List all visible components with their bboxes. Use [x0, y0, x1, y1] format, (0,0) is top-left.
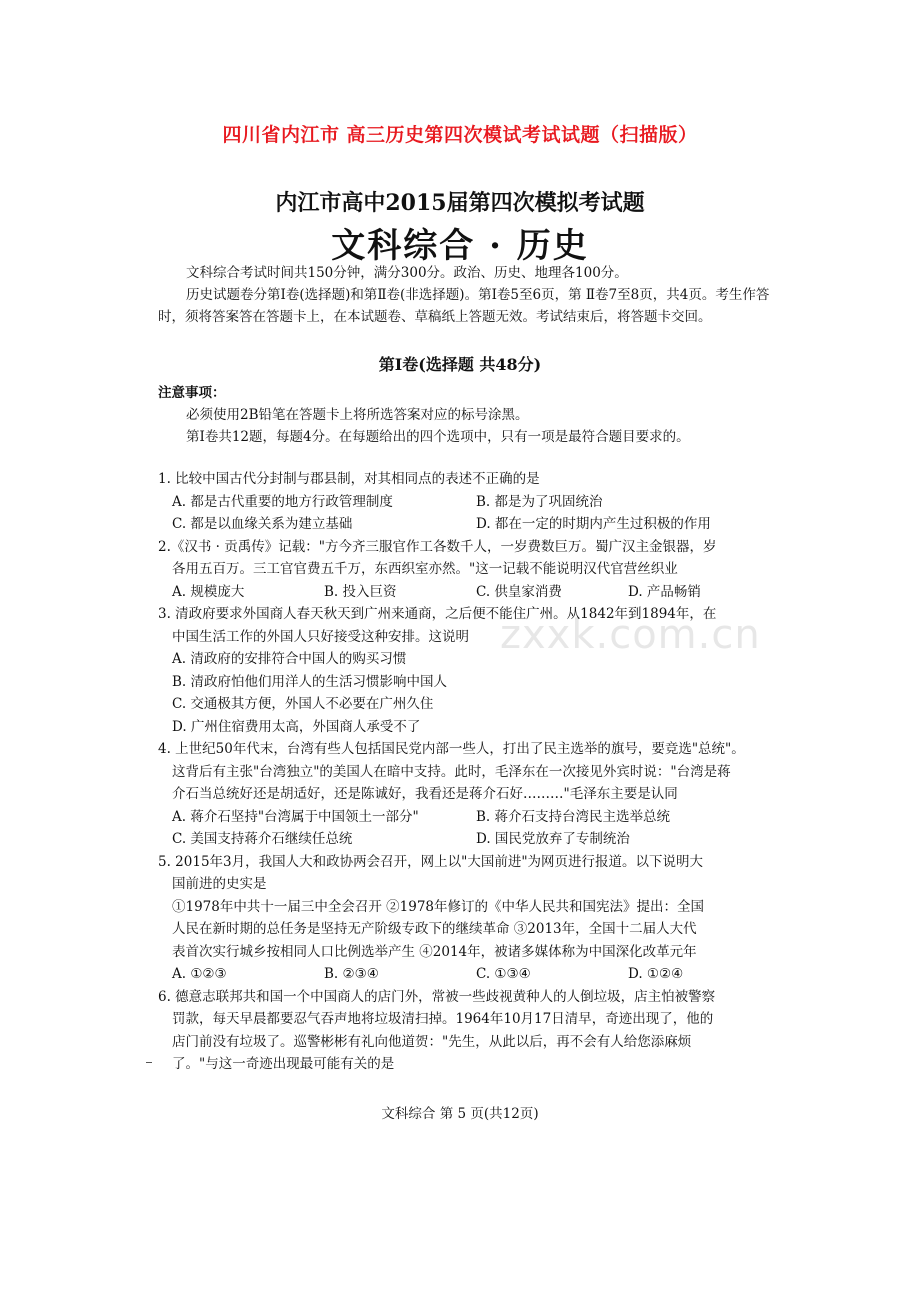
answer-option: C. 美国支持蒋介石继续任总统 — [172, 831, 353, 847]
question-stem-line: 2.《汉书 · 贡禹传》记载："方今齐三服官作工各数千人，一岁费数巨万。蜀广汉主金银器，岁 — [158, 538, 717, 555]
answer-option: A. ①②③ — [172, 966, 227, 982]
answer-option: A. 都是古代重要的地方行政管理制度 — [172, 493, 393, 510]
option-group — [158, 491, 780, 536]
notice-block — [158, 382, 778, 448]
answer-option: C. 都是以血缘关系为建立基础 — [172, 516, 353, 532]
question-2 — [158, 536, 780, 604]
intro-paragraph-2: 历史试题卷分第Ⅰ卷(选择题)和第Ⅱ卷(非选择题)。第Ⅰ卷5至6页，第 Ⅱ卷7至8页，共4页。考生作答时，须将答案答在答题卡上，在本试题卷、草稿纸上答题无效。考试结束后，将答题卡交回。 — [158, 287, 770, 325]
notice-paragraph-2: 第Ⅰ卷共12题，每题4分。在每题给出的四个选项中，只有一项是最符合题目要求的。 — [186, 429, 690, 445]
answer-option: D. ①②④ — [628, 966, 684, 982]
answer-option: B. 都是为了巩固统治 — [476, 493, 603, 510]
answer-option: B. ②③④ — [324, 966, 379, 982]
question-stem-line: 1. 比较中国古代分封制与郡县制，对其相同点的表述不正确的是 — [158, 471, 540, 487]
question-stem-line: 介石当总统好还是胡适好，还是陈诚好，我看还是蒋介石好………"毛泽东主要是认同 — [172, 786, 678, 802]
question-stem-line: 罚款，每天早晨都要忍气吞声地将垃圾清扫掉。1964年10月17日清早，奇迹出现了，他的 — [172, 1011, 714, 1027]
question-list — [158, 468, 780, 1076]
question-6 — [158, 986, 780, 1076]
answer-option: B. 投入巨资 — [324, 583, 397, 600]
intro-paragraph-1: 文科综合考试时间共150分钟，满分300分。政治、历史、地理各100分。 — [186, 265, 628, 281]
question-4 — [158, 738, 780, 851]
question-stem-line: 人民在新时期的总任务是坚持无产阶级专政下的继续革命 ③2013年，全国十二届人大代 — [172, 921, 697, 937]
question-5 — [158, 851, 780, 986]
answer-option: D. 广州住宿费用太高，外国商人承受不了 — [172, 718, 421, 735]
answer-option: C. 交通极其方便，外国人不必要在广州久住 — [172, 696, 434, 712]
option-group — [158, 963, 780, 986]
question-stem-line: 表首次实行城乡按相同人口比例选举产生 ④2014年，被诸多媒体称为中国深化改革元年 — [172, 943, 697, 960]
answer-option: D. 都在一定的时期内产生过积极的作用 — [476, 516, 711, 532]
watermark: zxxk.com.cn — [500, 612, 761, 658]
question-stem-line: ①1978年中共十一届三中全会召开 ②1978年修订的《中华人民共和国宪法》提出：全国 — [172, 898, 705, 915]
question-stem-line: 5. 2015年3月，我国人大和政协两会召开，网上以"大国前进"为网页进行报道。以下说明大 — [158, 853, 704, 870]
exam-intro — [158, 262, 778, 328]
option-group — [158, 581, 780, 604]
question-stem-line: 3. 清政府要求外国商人春天秋天到广州来通商，之后便不能住广州。从1842年到1894年，在 — [158, 606, 717, 622]
question-stem-line: 这背后有主张"台湾独立"的美国人在暗中支持。此时，毛泽东在一次接见外宾时说："台湾是蒋 — [172, 763, 731, 780]
exam-title: 内江市高中2015届第四次模拟考试题 — [275, 190, 645, 216]
question-stem-line: 中国生活工作的外国人只好接受这种安排。这说明 — [172, 628, 469, 645]
question-1 — [158, 468, 780, 536]
question-stem-line: 国前进的史实是 — [172, 876, 267, 892]
answer-option: B. 清政府怕他们用洋人的生活习惯影响中国人 — [172, 673, 448, 690]
option-group — [158, 648, 780, 738]
answer-option: C. ①③④ — [476, 966, 531, 982]
question-stem-line: 4. 上世纪50年代末，台湾有些人包括国民党内部一些人，打出了民主选举的旗号，要竞选"总统"。 — [158, 741, 745, 757]
page-footer: 文科综合 第 5 页(共12页) — [381, 1106, 539, 1122]
margin-mark — [146, 1062, 152, 1063]
notice-heading: 注意事项： — [158, 385, 226, 401]
question-stem-line: 了。"与这一奇迹出现最可能有关的是 — [172, 1056, 395, 1072]
answer-option: D. 国民党放弃了专制统治 — [476, 831, 630, 847]
answer-option: A. 蒋介石坚持"台湾属于中国领土一部分" — [172, 808, 419, 825]
notice-paragraph-1: 必须使用2B铅笔在答题卡上将所选答案对应的标号涂黑。 — [186, 407, 529, 423]
answer-option: C. 供皇家消费 — [476, 583, 562, 600]
question-stem-line: 6. 德意志联邦共和国一个中国商人的店门外，常被一些歧视黄种人的人倒垃圾，店主怕被警察 — [158, 988, 716, 1005]
question-3 — [158, 603, 780, 738]
answer-option: D. 产品畅销 — [628, 583, 701, 600]
section-title: 第Ⅰ卷(选择题 共48分) — [378, 355, 542, 374]
subject-title: 文科综合 · 历史 — [331, 226, 589, 266]
answer-option: B. 蒋介石支持台湾民主选举总统 — [476, 808, 671, 825]
document-red-title: 四川省内江市 高三历史第四次模试考试试题（扫描版） — [222, 124, 698, 146]
question-stem-line: 店门前没有垃圾了。巡警彬彬有礼向他道贺："先生，从此以后，再不会有人给您添麻烦 — [172, 1033, 692, 1050]
answer-option: A. 清政府的安排符合中国人的购买习惯 — [172, 651, 407, 667]
option-group — [158, 806, 780, 851]
answer-option: A. 规模庞大 — [172, 583, 245, 600]
question-stem-line: 各用五百万。三工官官费五千万，东西织室亦然。"这一记载不能说明汉代官营丝织业 — [172, 561, 678, 577]
